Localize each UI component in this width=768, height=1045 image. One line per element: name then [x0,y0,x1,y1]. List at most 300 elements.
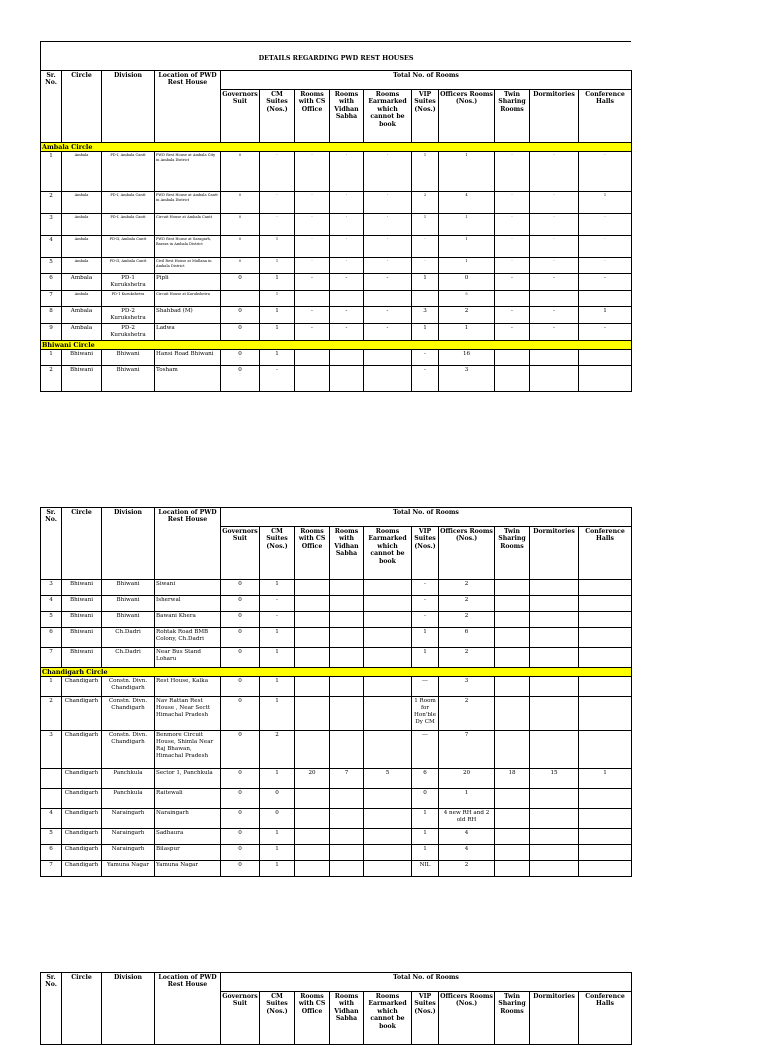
cell-count-6: 2 [439,596,495,612]
cell-count-0: 0 [221,809,260,829]
cell-count-4 [364,580,412,596]
cell-count-0: 0 [221,829,260,845]
header-sub-0: Governors Suit [221,90,260,143]
header-row-top [41,508,632,527]
cell-circle: Chandigarh [62,845,102,861]
table-head-3 [41,973,632,1045]
cell-sr: 4 [41,809,62,829]
cell-circle: Bhiwani [62,628,102,648]
cell-count-7: - [495,324,530,341]
cell-count-7 [495,829,530,845]
cell-count-1: 1 [260,829,295,845]
cell-sr [41,789,62,809]
cell-sr: 3 [41,580,62,596]
cell-location: Near Bus Stand Loharu [155,648,221,668]
cell-count-6: 4 [439,829,495,845]
cell-sr: 7 [41,648,62,668]
cell-count-0: 0 [221,731,260,769]
cell-count-4 [364,596,412,612]
header-location: Location of PWD Rest House [155,508,221,580]
cell-sr [41,769,62,789]
cell-count-6: 1 [439,236,495,258]
cell-circle: Bhiwani [62,648,102,668]
cell-division: Bhiwani [102,350,155,366]
header-sr: Sr. No. [41,71,62,143]
cell-count-5: --- [412,677,439,697]
rest-house-table-1 [40,70,632,392]
cell-count-7 [495,596,530,612]
cell-circle: Bhiwani [62,612,102,628]
cell-count-7: - [495,258,530,274]
cell-count-8 [530,789,579,809]
cell-count-8 [530,677,579,697]
cell-count-1: 1 [260,697,295,731]
cell-count-9 [579,829,632,845]
cell-count-6: 4 new RH and 2 old RH [439,809,495,829]
header-sub-0: Governors Suit [221,992,260,1045]
table-row [41,274,632,291]
cell-count-7 [495,612,530,628]
cell-count-9 [579,628,632,648]
cell-count-1: 1 [260,258,295,274]
cell-count-5: 1 [412,829,439,845]
cell-circle: Bhiwani [62,350,102,366]
cell-count-8 [530,648,579,668]
cell-count-1: 1 [260,648,295,668]
header-sub-9: Conference Halls [579,992,632,1045]
cell-count-4 [364,861,412,877]
table-row [41,809,632,829]
cell-sr: 7 [41,861,62,877]
cell-count-1: 1 [260,861,295,877]
cell-location: Ladwa [155,324,221,341]
cell-count-2 [295,648,330,668]
table-body-1 [41,143,632,392]
cell-count-8 [530,809,579,829]
table-row [41,612,632,628]
cell-count-0: 0 [221,580,260,596]
cell-sr: 5 [41,829,62,845]
header-sr: Sr. No. [41,508,62,580]
cell-count-2: - [295,214,330,236]
cell-count-0: 0 [221,214,260,236]
cell-count-9 [579,845,632,861]
cell-count-2: - [295,324,330,341]
cell-count-3 [330,628,364,648]
cell-count-2: - [295,274,330,291]
cell-count-1: 1 [260,845,295,861]
cell-division: Ch.Dadri [102,628,155,648]
header-total-rooms: Total No. of Rooms [221,508,632,527]
cell-division: Yamuna Nagar [102,861,155,877]
table-row [41,596,632,612]
cell-count-5: - [412,258,439,274]
cell-count-3: - [330,192,364,214]
cell-count-8 [530,366,579,392]
cell-sr: 5 [41,612,62,628]
cell-circle: Ambala [62,236,102,258]
cell-count-6: 4 [439,192,495,214]
cell-count-3 [330,580,364,596]
cell-count-9 [579,648,632,668]
cell-location: Rest House, Kalka [155,677,221,697]
cell-count-0: 0 [221,192,260,214]
cell-count-3: - [330,152,364,192]
cell-sr: 4 [41,236,62,258]
cell-count-1: 1 [260,236,295,258]
cell-count-9 [579,677,632,697]
cell-location: Rohtak Road BMB Colony, Ch.Dadri [155,628,221,648]
cell-count-0: 0 [221,789,260,809]
cell-count-6: 3 [439,366,495,392]
cell-count-8: - [530,152,579,192]
cell-count-0: 0 [221,861,260,877]
header-sub-8: Dormitories [530,992,579,1045]
cell-count-5: --- [412,731,439,769]
cell-count-7 [495,809,530,829]
table-row [41,258,632,274]
cell-count-3 [330,861,364,877]
cell-count-7 [495,845,530,861]
cell-count-5: 2 [412,192,439,214]
cell-count-6: 20 [439,769,495,789]
cell-location: Siwani [155,580,221,596]
cell-division: Panchkula [102,789,155,809]
cell-count-8 [530,731,579,769]
cell-count-7 [495,697,530,731]
cell-circle: Ambala [62,324,102,341]
cell-circle: Chandigarh [62,829,102,845]
cell-count-1: 2 [260,731,295,769]
cell-division: Naraingarh [102,829,155,845]
page-block-3 [40,972,632,1045]
cell-count-9 [579,731,632,769]
cell-count-4 [364,648,412,668]
cell-count-8: - [530,324,579,341]
cell-count-1: 1 [260,291,295,307]
cell-count-8 [530,845,579,861]
cell-count-3: - [330,258,364,274]
cell-count-0: 0 [221,648,260,668]
cell-count-8: 15 [530,769,579,789]
cell-count-7 [495,789,530,809]
cell-count-2: 20 [295,769,330,789]
cell-count-8: - [530,214,579,236]
header-sub-1: CM Suites (Nos.) [260,90,295,143]
cell-count-4 [364,677,412,697]
cell-count-2 [295,731,330,769]
cell-count-0: 0 [221,596,260,612]
header-row-top [41,71,632,90]
cell-count-7 [495,350,530,366]
cell-count-0: 0 [221,324,260,341]
cell-sr: 1 [41,350,62,366]
cell-count-7 [495,648,530,668]
cell-location: Bilaspur [155,845,221,861]
header-sub-5: VIP Suites (Nos.) [412,992,439,1045]
cell-location: Nav Rattan Rest House , Near Sectt Himachal Pradesh [155,697,221,731]
table-row [41,628,632,648]
header-sub-3: Rooms with Vidhan Sabha [330,992,364,1045]
cell-count-2: - [295,258,330,274]
header-sub-8: Dormitories [530,527,579,580]
cell-sr: 2 [41,697,62,731]
table-row [41,769,632,789]
cell-count-4 [364,809,412,829]
cell-sr: 3 [41,214,62,236]
cell-location: Isherwal [155,596,221,612]
header-sub-4: Rooms Earmarked which cannot be book [364,527,412,580]
cell-circle: Chandigarh [62,769,102,789]
section-label: Ambala Circle [41,143,632,152]
cell-count-3 [330,291,364,307]
cell-count-3 [330,596,364,612]
cell-count-4 [364,789,412,809]
table-row [41,580,632,596]
cell-count-7: - [495,214,530,236]
cell-count-9: - [579,152,632,192]
cell-sr: 5 [41,258,62,274]
cell-count-4 [364,845,412,861]
table-row [41,236,632,258]
cell-division: PD-1 Kurukshetra [102,274,155,291]
table-row [41,829,632,845]
cell-count-3: - [330,274,364,291]
cell-count-8 [530,580,579,596]
section-label: Bhiwani Circle [41,341,632,350]
cell-count-6: 5 [439,291,495,307]
cell-count-1: 1 [260,628,295,648]
cell-count-9: - [579,258,632,274]
cell-count-3 [330,612,364,628]
cell-count-9 [579,366,632,392]
cell-count-9 [579,580,632,596]
cell-count-6: 2 [439,648,495,668]
cell-count-9 [579,612,632,628]
cell-count-7: - [495,236,530,258]
cell-location: Yamuna Nagar [155,861,221,877]
cell-count-0: 0 [221,236,260,258]
cell-count-2 [295,366,330,392]
cell-count-4: - [364,192,412,214]
cell-count-5: - [412,612,439,628]
cell-count-9: - [579,214,632,236]
header-sub-5: VIP Suites (Nos.) [412,90,439,143]
section-bhiwani [41,341,632,350]
cell-count-9 [579,291,632,307]
cell-sr: 2 [41,192,62,214]
cell-location: Circuit House at Kurukshetra [155,291,221,307]
cell-count-6: 0 [439,274,495,291]
cell-count-8 [530,697,579,731]
cell-count-8: - [530,274,579,291]
cell-count-7 [495,291,530,307]
cell-location: Naraingarh [155,809,221,829]
cell-count-5: 3 [412,307,439,324]
cell-count-7 [495,366,530,392]
cell-count-9 [579,809,632,829]
cell-count-1: 1 [260,580,295,596]
cell-count-6: 1 [439,789,495,809]
cell-count-3: - [330,236,364,258]
cell-count-1: 1 [260,324,295,341]
section-chandigarh [41,668,632,677]
cell-circle: Bhiwani [62,580,102,596]
table-row [41,291,632,307]
table-row [41,350,632,366]
header-sub-7: Twin Sharing Rooms [495,992,530,1045]
cell-circle: Chandigarh [62,809,102,829]
title-box [40,41,631,70]
cell-count-7: - [495,274,530,291]
cell-circle: Ambala [62,274,102,291]
cell-division: Panchkula [102,769,155,789]
table-head-2 [41,508,632,580]
cell-count-2 [295,829,330,845]
cell-count-6: 2 [439,697,495,731]
cell-count-6: 2 [439,580,495,596]
cell-count-0: 0 [221,845,260,861]
cell-count-3 [330,789,364,809]
header-division: Division [102,973,155,1045]
rest-house-table-2 [40,507,632,877]
cell-count-2 [295,580,330,596]
cell-count-9 [579,789,632,809]
cell-count-1: 1 [260,274,295,291]
cell-count-9 [579,697,632,731]
cell-count-9: 1 [579,307,632,324]
cell-count-5: 1 [412,845,439,861]
cell-division: Constn. Divn. Chandigarh [102,697,155,731]
cell-count-1: 1 [260,677,295,697]
header-sub-0: Governors Suit [221,527,260,580]
cell-sr: 8 [41,307,62,324]
table-row [41,861,632,877]
cell-count-7 [495,861,530,877]
cell-count-4: - [364,324,412,341]
cell-count-5 [412,291,439,307]
cell-sr: 2 [41,366,62,392]
cell-count-8 [530,861,579,877]
header-sub-9: Conference Halls [579,90,632,143]
cell-count-2 [295,596,330,612]
cell-circle: Chandigarh [62,789,102,809]
header-sr: Sr. No. [41,973,62,1045]
cell-count-6: 1 [439,324,495,341]
cell-count-5: 1 [412,648,439,668]
cell-count-5: - [412,366,439,392]
cell-count-7: 18 [495,769,530,789]
cell-count-9: - [579,324,632,341]
cell-count-7: - [495,307,530,324]
cell-count-5: NIL [412,861,439,877]
cell-count-9: - [579,236,632,258]
cell-circle: Chandigarh [62,861,102,877]
table-row [41,366,632,392]
cell-count-0 [221,291,260,307]
cell-circle: Ambala [62,192,102,214]
table-row [41,324,632,341]
cell-location: PWD Rest House at Saragarh, Barara in Ambala District [155,236,221,258]
cell-division: Bhiwani [102,366,155,392]
cell-location: Tosham [155,366,221,392]
cell-count-2 [295,809,330,829]
header-sub-2: Rooms with CS Office [295,527,330,580]
section-label: Chandigarh Circle [41,668,632,677]
header-sub-8: Dormitories [530,90,579,143]
cell-count-3 [330,829,364,845]
cell-sr: 7 [41,291,62,307]
cell-count-1: - [260,596,295,612]
section-ambala [41,143,632,152]
cell-location: Raitewali [155,789,221,809]
cell-count-3 [330,845,364,861]
cell-location: Benmore Circuit House, Shimla Near Raj Bhawan, Himachal Pradesh [155,731,221,769]
cell-count-0: 0 [221,677,260,697]
cell-location: Pipli [155,274,221,291]
cell-location: Shahbad (M) [155,307,221,324]
cell-count-2: - [295,192,330,214]
cell-count-4: - [364,236,412,258]
cell-count-3: 7 [330,769,364,789]
header-sub-4: Rooms Earmarked which cannot be book [364,90,412,143]
cell-count-4 [364,291,412,307]
cell-count-5: 1 [412,324,439,341]
header-division: Division [102,71,155,143]
cell-count-7: - [495,192,530,214]
cell-count-3 [330,731,364,769]
cell-location: Bawani Khera [155,612,221,628]
cell-circle: Bhiwani [62,596,102,612]
cell-location: PWD Rest House at Ambala Cantt in Ambala District [155,192,221,214]
cell-count-8 [530,291,579,307]
table-row [41,648,632,668]
cell-count-2 [295,677,330,697]
cell-count-4 [364,829,412,845]
cell-sr: 9 [41,324,62,341]
cell-count-1: 1 [260,769,295,789]
cell-count-8 [530,350,579,366]
cell-sr: 1 [41,677,62,697]
cell-count-8 [530,596,579,612]
cell-count-4 [364,731,412,769]
table-row [41,845,632,861]
header-total-rooms: Total No. of Rooms [221,71,632,90]
cell-count-1: 0 [260,789,295,809]
cell-count-6: 3 [439,677,495,697]
header-total-rooms: Total No. of Rooms [221,973,632,992]
cell-count-6: 2 [439,307,495,324]
cell-count-9 [579,861,632,877]
header-sub-7: Twin Sharing Rooms [495,90,530,143]
header-sub-1: CM Suites (Nos.) [260,992,295,1045]
cell-division: Ch.Dadri [102,648,155,668]
cell-count-4: - [364,152,412,192]
cell-count-6: 16 [439,350,495,366]
table-body-2 [41,580,632,877]
cell-count-8 [530,612,579,628]
rest-house-table-3 [40,972,632,1045]
header-sub-1: CM Suites (Nos.) [260,527,295,580]
cell-count-2 [295,291,330,307]
cell-sr: 6 [41,628,62,648]
table-row [41,677,632,697]
cell-count-4: - [364,258,412,274]
cell-circle: Ambala [62,258,102,274]
cell-division: PD-I, Ambala Cantt [102,152,155,192]
cell-count-8: - [530,307,579,324]
cell-sr: 6 [41,274,62,291]
